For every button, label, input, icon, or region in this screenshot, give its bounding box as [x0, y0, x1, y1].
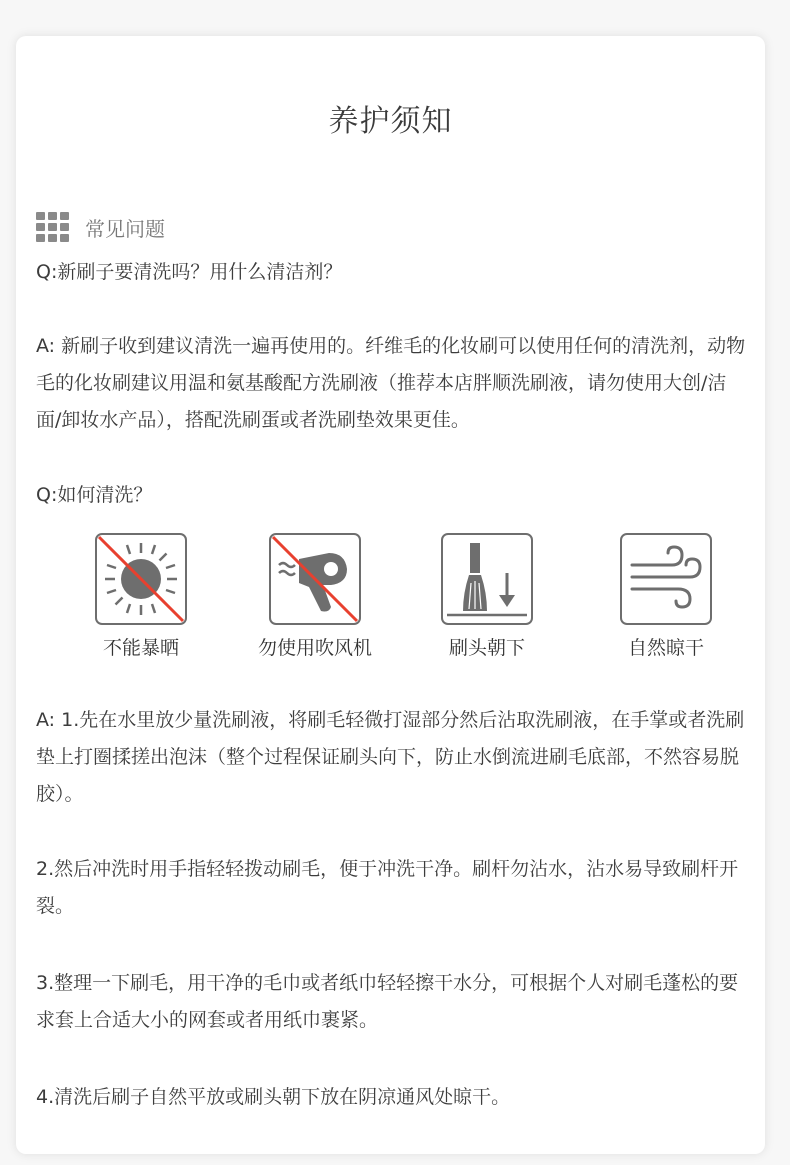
section-header	[36, 212, 165, 242]
care-icons	[16, 533, 765, 663]
icon-label: 自然晾干	[627, 637, 704, 659]
icon-item-no-sun	[56, 533, 226, 660]
no-sun-icon	[95, 533, 187, 625]
icon-item-air-dry	[581, 533, 751, 660]
no-hairdryer-icon	[269, 533, 361, 625]
question-2: Q:如何清洗？	[36, 484, 153, 506]
answer-1: A: 新刷子收到建议清洗一遍再使用的。纤维毛的化妆刷可以使用任何的清洗剂，动物毛的化妆刷建议用温和氨基酸配方洗刷液（推荐本店胖顺洗刷液，请勿使用大创/洁面/卸妆水产品），搭配洗刷蛋或者洗刷垫效果更佳。	[36, 335, 746, 431]
section-label: 常见问题	[85, 216, 165, 241]
answer-2-step-4: 4.清洗后刷子自然平放或刷头朝下放在阴凉通风处晾干。	[36, 1086, 511, 1108]
answer-2-step-2: 2.然后冲洗时用手指轻轻拨动刷毛，便于冲洗干净。刷杆勿沾水，沾水易导致刷杆开裂。	[36, 858, 739, 917]
answer-2-step-3: 3.整理一下刷毛，用干净的毛巾或者纸巾轻轻擦干水分，可根据个人对刷毛蓬松的要求套上合适大小的网套或者用纸巾裹紧。	[36, 972, 739, 1031]
icon-item-brush-down	[402, 533, 572, 660]
grid-icon	[36, 212, 69, 242]
icon-label: 刷头朝下	[448, 637, 525, 659]
question-1: Q:新刷子要清洗吗？用什么清洁剂？	[36, 261, 343, 283]
care-card	[16, 36, 765, 1154]
icon-label: 不能暴晒	[102, 637, 179, 659]
brush-down-icon	[441, 533, 533, 625]
icon-label: 勿使用吹风机	[257, 637, 372, 659]
air-dry-icon	[620, 533, 712, 625]
answer-2-step-1: A: 1.先在水里放少量洗刷液，将刷毛轻微打湿部分然后沾取洗刷液，在手掌或者洗刷垫上打圈揉搓出泡沫（整个过程保证刷头向下，防止水倒流进刷毛底部，不然容易脱胶）。	[36, 709, 745, 805]
page-title: 养护须知	[328, 104, 453, 139]
icon-item-no-hairdryer	[230, 533, 400, 660]
